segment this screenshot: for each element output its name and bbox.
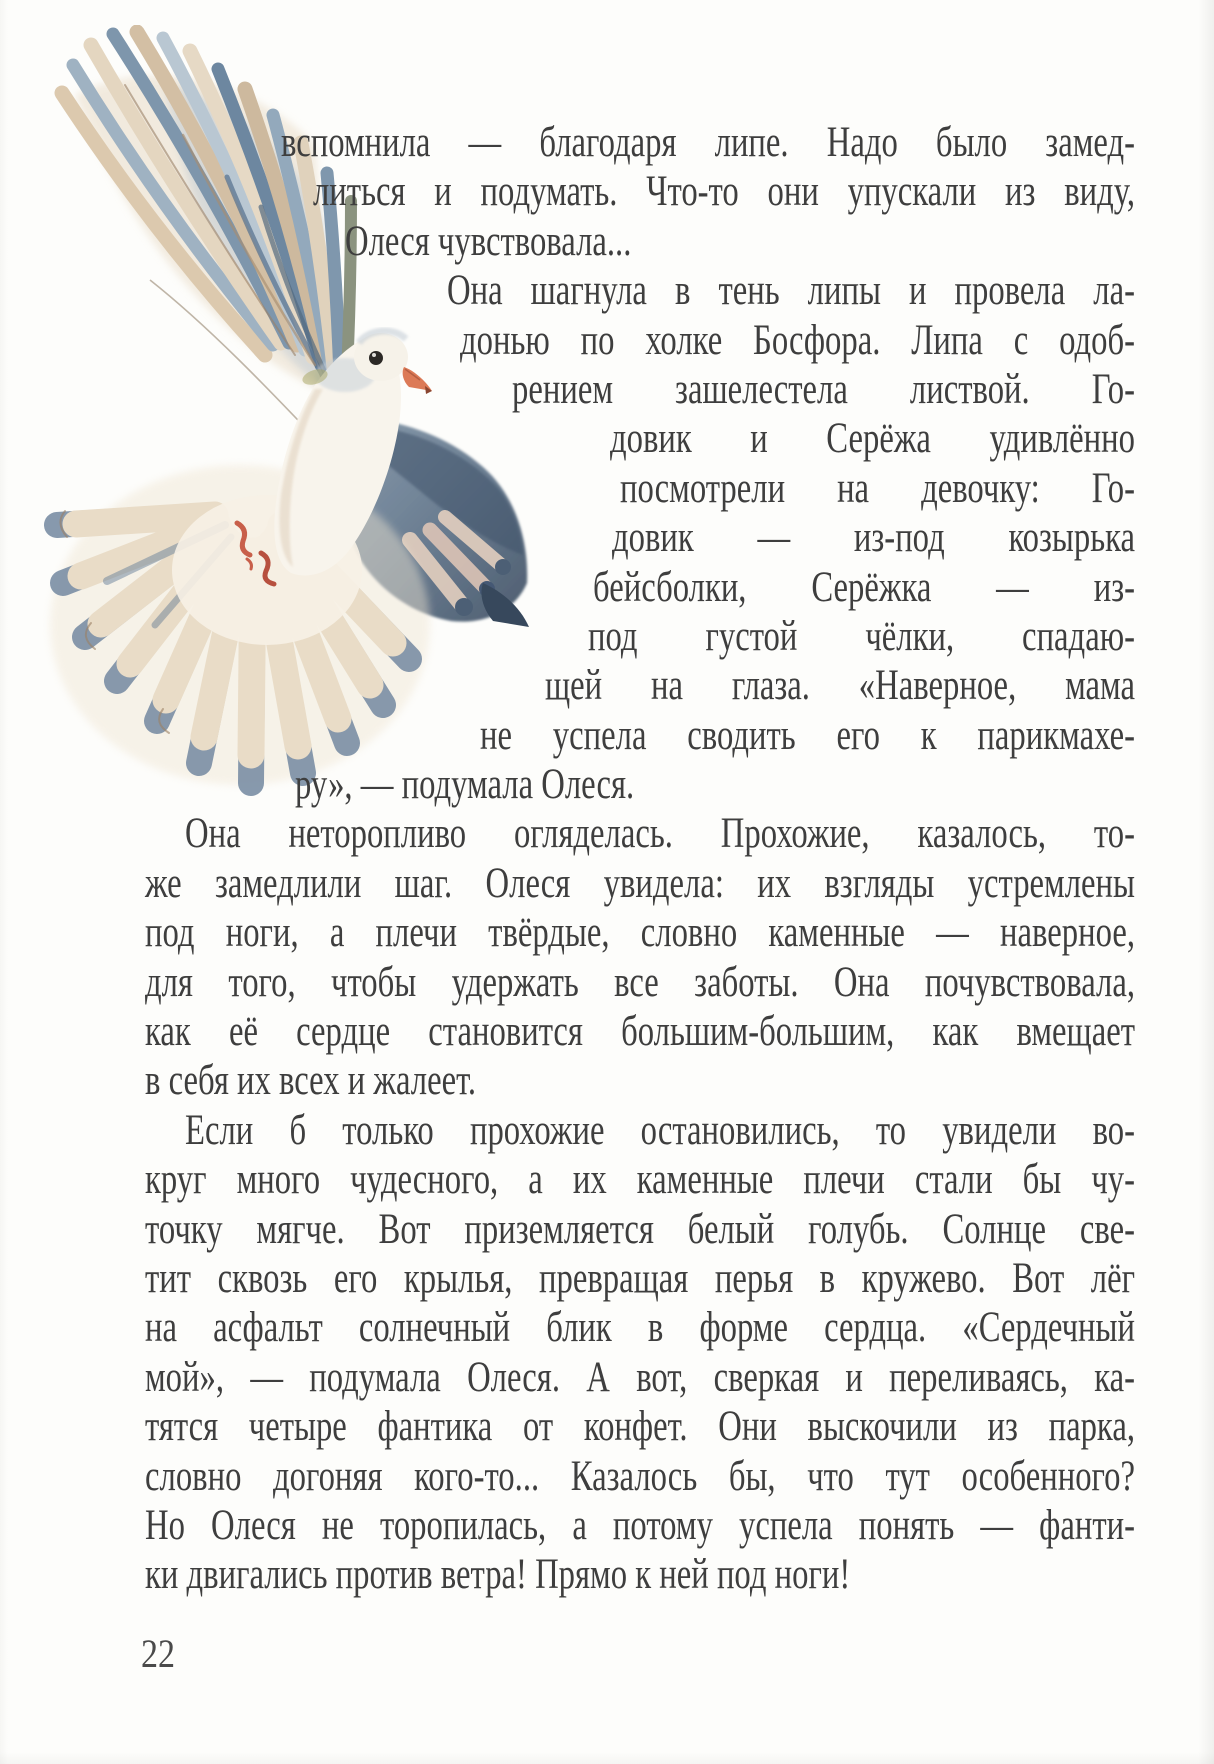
text-line: довик — из-под козырька [612, 514, 1135, 562]
text-line: под густой чёлки, спадаю- [588, 612, 1135, 660]
text-line: Она неторопливо огляделась. Прохожие, казалось, то- [185, 810, 1135, 858]
text-line: не успела сводить его к парикмахе- [480, 711, 1135, 759]
text-line: донью по холке Босфора. Липа с одоб- [460, 316, 1135, 364]
text-line: рением зашелестела листвой. Го- [512, 365, 1135, 413]
text-line: Но Олеся не торопилась, а потому успела понять — фанти- [145, 1501, 1135, 1549]
text-line: под ноги, а плечи твёрдые, словно каменные — наверное, [145, 909, 1135, 957]
text-line: словно догоняя кого-то... Казалось бы, что тут особенного? [145, 1452, 1135, 1500]
text-line: Олеся чувствовала... [345, 217, 632, 265]
text-line: щей на глаза. «Наверное, мама [545, 662, 1135, 710]
text-line: тятся четыре фантика от конфет. Они выскочили из парка, [145, 1403, 1135, 1451]
text-line: мой», — подумала Олеся. А вот, сверкая и переливаясь, ка- [145, 1353, 1135, 1401]
text-line: довик и Серёжа удивлённо [610, 415, 1135, 463]
text-line: на асфальт солнечный блик в форме сердца. «Сердечный [145, 1304, 1135, 1352]
text-line: бейсболки, Серёжка — из- [593, 563, 1135, 611]
text-line: как её сердце становится большим-большим, как вмещает [145, 1008, 1135, 1056]
page-edge-shadow-left [0, 0, 8, 1764]
page-number: 22 [141, 1631, 175, 1676]
text-line: посмотрели на девочку: Го- [620, 464, 1135, 512]
text-line: Она шагнула в тень липы и провела ла- [447, 267, 1135, 315]
text-line: ки двигались против ветра! Прямо к ней под ноги! [145, 1551, 851, 1599]
page-edge-shadow-bottom [0, 1752, 1214, 1764]
text-line: для того, чтобы удержать все заботы. Она почувствовала, [145, 958, 1135, 1006]
text-line: в себя их всех и жалеет. [145, 1057, 477, 1105]
text-line: же замедлили шаг. Олеся увидела: их взгляды устремлены [145, 859, 1135, 907]
text-line: Если б только прохожие остановились, то увидели во- [185, 1106, 1135, 1154]
text-line: ру», — подумала Олеся. [295, 761, 635, 809]
text-line: круг много чудесного, а их каменные плечи стали бы чу- [145, 1156, 1135, 1204]
text-line: точку мягче. Вот приземляется белый голубь. Солнце све- [145, 1205, 1135, 1253]
text-line: литься и подумать. Что-то они упускали из виду, [313, 168, 1135, 216]
story-text [145, 118, 1135, 1600]
text-line: тит сквозь его крылья, превращая перья в кружево. Вот лёг [145, 1254, 1135, 1302]
text-line: вспомнила — благодаря липе. Надо было замед- [281, 119, 1135, 166]
page-edge-shadow-right [1198, 0, 1214, 1764]
